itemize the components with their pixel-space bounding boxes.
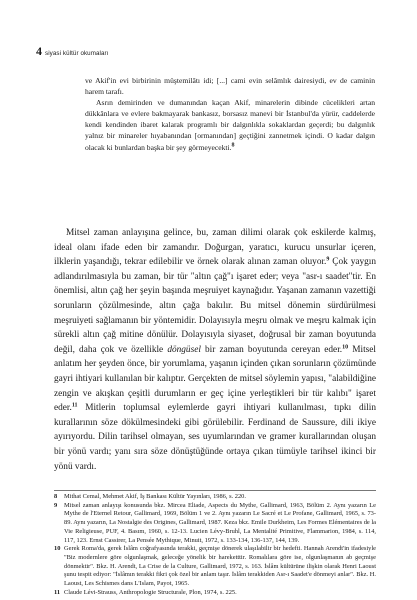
footnote-ref-9[interactable]: 9 <box>326 256 330 263</box>
page-header <box>36 44 109 59</box>
footnote-9 <box>54 502 376 546</box>
quote-paragraph-2-text: Asrın demirinden ve dumanından kaçan Akif, minarelerin dibinde cücelikleri artan dükkânlara ve evlere bakmayarak bankasız, borsasız manevi bir İstanbul'da yürür, caddelerde kendi kendinden ibaret kalarak programlı bir dalgınlıkla sokaklardan geçerdi; bu dalgınlık yalnız bir minareler hıyabanından [ormanından] geçtiğini zannetmek içindi. O kadar dalgın olacak ki bunlardan başka bir şey görmeyecekti. <box>85 98 375 152</box>
footnote-ref-8[interactable]: 8 <box>231 142 235 149</box>
page-number: 4 <box>36 44 42 58</box>
footnote-text: Mithat Cemal, Mehmet Akif, İş Bankası Kültür Yayınları, 1986, s. 220. <box>64 493 246 500</box>
body-text-italic: döngüsel <box>167 344 201 355</box>
quote-paragraph-2 <box>85 97 375 152</box>
footnote-10 <box>54 545 376 589</box>
block-quote <box>85 75 375 153</box>
body-paragraph <box>54 226 376 474</box>
footnote-ref-11[interactable]: 11 <box>71 402 78 409</box>
body-text-part-c: bir zaman boyutunda cereyan eder. <box>200 344 343 355</box>
footnote-ref-10[interactable]: 10 <box>342 344 349 351</box>
body-text-part-b: Çok yaygın adlandırılmasıyla bu zaman, bir tür "altın çağ"ı işaret eder; veya "asr-ı saadet"tir. En önemlisi, altın çağ her şeyin başında meşruiyet kaynağıdır. Yaşanan zamanın vazettiği sorunların çözülmesinde, altın çağa bakılır. Bu mitsel dönemin sürdürülmesi meşruiyeti sağlamanın bir yöntemidir. Dolayısıyla meşru olmak ve meşru kalmak için sürekli altın çağ mitine dönülür. Dolayısıyla siyaset, doğrusal bir zaman boyutunda değil, daha çok ve özellikle <box>54 257 376 355</box>
footnote-text: Claude Lévi-Strauss, Anthropologie Structurale, Plon, 1974, s. 225. <box>64 588 237 596</box>
quote-paragraph-1: ve Akif'in evi birbirinin müştemilâtı idi; [...] cami evin selâmlık dairesiydi, ev de caminin harem tarafı. <box>85 76 375 97</box>
footnote-text: Gerek Roma'da, gerek İslâm coğrafyasında terakki, geçmişe dönerek ulaşılabilir bir hedefti. Hannah Arendt'in ifadesiyle "Biz modernlere göre olgunlaşmak, geleceğe yönelik bir hareketttir. Romalılara göre ise, olgunlaşmanın ab geçmişe dönmektir". Bkz. H. Arendt, La Crise de la Culture, Gallimard, 1972, s. 163. İslâm kültürüne ilişkin olarak Henri Laoust şunu tespit ediyor: "İslâmın terakki fikri çok özel bir anlam taşır. İslâm terakkiden Asr-ı Saadet'e dönmeyi anlar". Bkz. H. Laoust, Les Schismes dans L'Islam, Payot, 1965. <box>64 545 376 588</box>
footnote-number: 10 <box>54 545 61 553</box>
running-head: siyasi kültür okumaları <box>45 50 109 57</box>
body-text <box>54 226 376 474</box>
footnote-11 <box>54 589 376 598</box>
footnote-8 <box>54 493 376 502</box>
body-text-part-a: Mitsel zaman anlayışına gelince, bu, zaman dilimi olarak çok eskilerde kalmış, ideal olanı ifade eden bir zamandır. Doğurgan, yaratıcı, kurucu unsurlar içeren, ilklerin yaşandığı, tekrar edilebilir ve örnek olarak alınan zaman oluyor. <box>54 228 376 268</box>
footnotes <box>54 493 376 597</box>
footnote-number: 9 <box>54 501 58 509</box>
footnote-number: 11 <box>54 588 61 596</box>
body-text-part-d: Mitsel anlatım her şeyden önce, bir yorumlama, yaşanın içinden çıkan sorunların çözümünde gayri ihtiyari kullanılan bir kalıptır. Gerçekten de mitsel söylemin yapısı, "alabildiğine zengin ve akışkan çeşitli durumların er geç içine yerleştikleri bir tür kalıbı" işaret eder. <box>54 344 376 414</box>
footnote-divider <box>54 490 376 491</box>
footnote-number: 8 <box>54 493 58 500</box>
footnote-text: Mitsel zaman anlayışı konusunda bkz. Mircea Eliade, Aspects du Mythe, Gallimard, 1963, Bölüm 2. Aynı yazarın Le Mythe de l'Eternel Retour, Gallimard, 1969, Bölüm 1 ve 2. Aynı yazarın Le Sacré et Le Profane, Gallimard, 1965, s. 73-89. Aynı yazarın, La Nostalgie des Origines, Gallimard, 1987. Keza bkz. Emile Durkheim, Les Formes Elémentaires de la Vie Religieuse, PUF, 4. Basım, 1960, s. 12-13. Lucien Lévy-Bruhl, La Mentalité Primitive, Flammarion, 1984, s. 114, 117, 123. Ernst Cassirer, La Pensée Mythique, Minuit, 1972, s. 133-134, 136-137, 144, 139. <box>64 501 376 544</box>
body-text-part-e: Mitlerin toplumsal eylemlerde gayri ihtiyari kullanılması, tıpkı dilin kurallarının söze dökülmesindeki gibi görülebilir. Ferdinand de Saussure, dili ikiye ayırıyordu. Dilin tarihsel olmayan, ses uyumlarından ve gramer kurallarından oluşan bir yönü vardı; yanı sıra söze dönüştüğünde ortaya çıkan tümüyle tarihsel ikinci bir yönü vardı. <box>54 403 376 472</box>
